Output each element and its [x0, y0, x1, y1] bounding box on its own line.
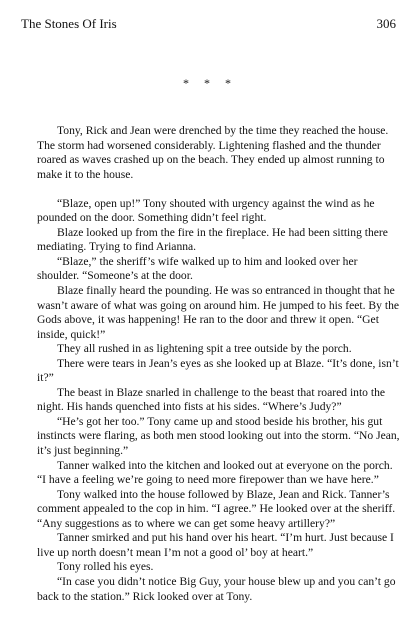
paragraph: Blaze finally heard the pounding. He was so entranced in thought that he wasn’t aware of what was going on around him. He jumped to his feet. By the Gods above, it was happening! He ran to the door and threw it open. “Get inside, quick!”	[37, 284, 400, 341]
paragraph: “He’s got her too.” Tony came up and stood beside his brother, his gut instincts were flaring, as both men stood looking out into the storm. “No Jean, it’s just beginning.”	[37, 414, 400, 458]
paragraph: Tony walked into the house followed by Blaze, Jean and Rick. Tanner’s comment appealed to the cop in him. “I agree.” He looked over at the sheriff. “Any suggestions as to where we can get some heavy artillery?”	[37, 487, 396, 530]
scene-break: * * *	[183, 76, 237, 90]
paragraph: They all rushed in as lightening spit a tree outside by the porch.	[57, 342, 352, 356]
running-head-title: The Stones Of Iris	[21, 16, 117, 31]
paragraph: Tanner smirked and put his hand over his heart. “I’m hurt. Just because I live up north doesn’t mean I’m not a good ol’ boy at heart.”	[37, 531, 394, 559]
paragraph: There were tears in Jean’s eyes as she looked up at Blaze. “It’s done, isn’t it?”	[37, 356, 399, 385]
paragraph: The beast in Blaze snarled in challenge to the beast that roared into the night. His hands quenched into fists at his sides. “Where’s Judy?”	[37, 385, 386, 414]
paragraph: “In case you didn’t notice Big Guy, your house blew up and you can’t go back to the station.” Rick looked over at Tony.	[37, 574, 396, 603]
paragraph: Tony, Rick and Jean were drenched by the time they reached the house. The storm had worsened considerably. Lightening flashed and the thunder roared as waves crashed up on the beach. They ended up almost running to make it to the house.	[37, 124, 389, 181]
body-text	[37, 124, 401, 604]
paragraph: “Blaze,” the sheriff’s wife walked up to him and looked over her shoulder. “Someone’s at the door.	[37, 254, 358, 283]
paragraph: “Blaze, open up!” Tony shouted with urgency against the wind as he pounded on the door. Something didn’t feel right.	[37, 196, 375, 225]
paragraph: Blaze looked up from the fire in the fireplace. He had been sitting there mediating. Trying to find Arianna.	[37, 225, 388, 254]
paragraph: Tanner walked into the kitchen and looked out at everyone on the porch. “I have a feeling we’re going to need more firepower than we have here.”	[37, 458, 393, 487]
paragraph: Tony rolled his eyes.	[57, 560, 154, 574]
page-number: 306	[376, 16, 396, 31]
